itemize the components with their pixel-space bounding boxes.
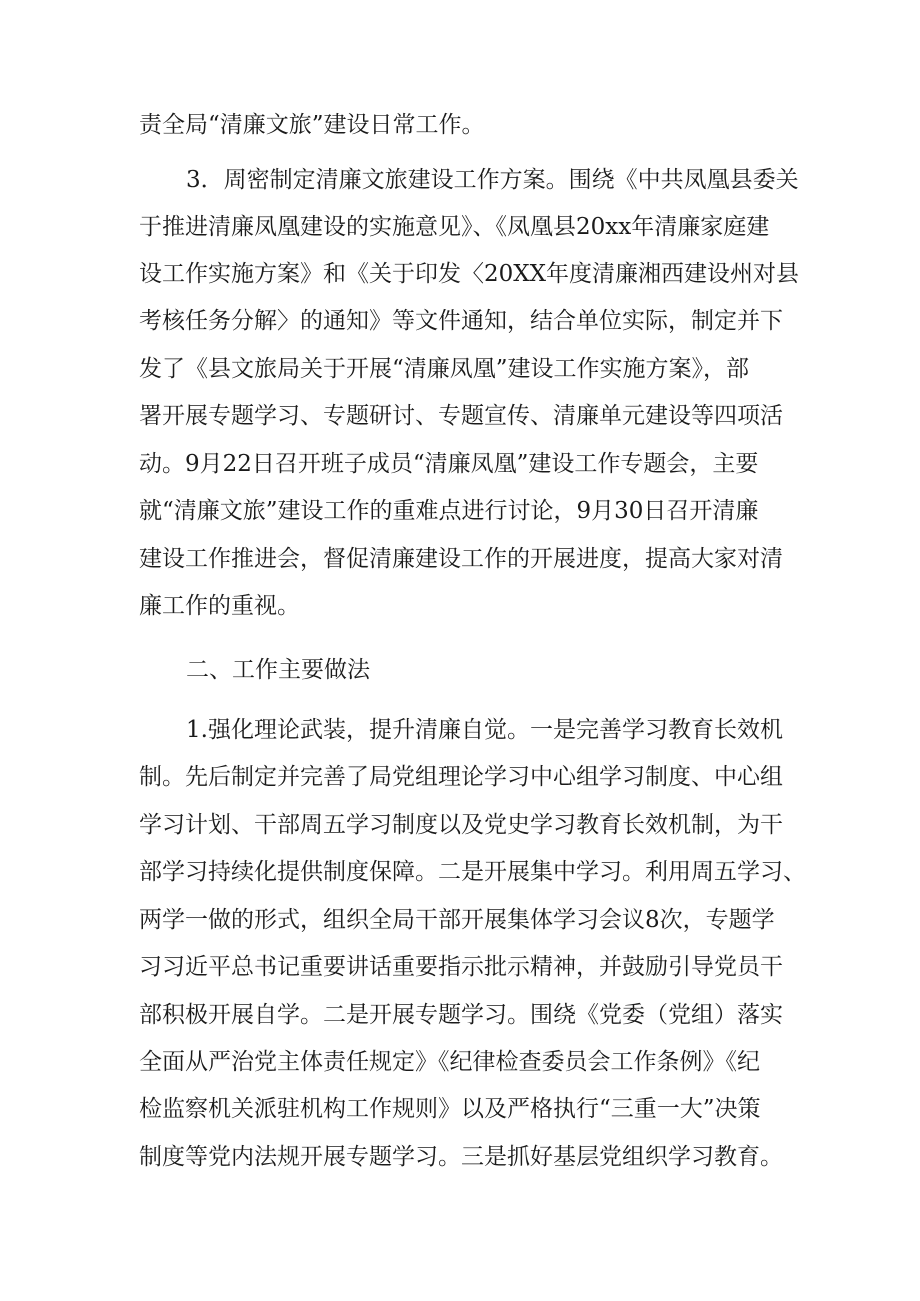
text-line-6: 发了《县文旅局关于开展“清廉凤凰”建设工作实施方案》，部 (139, 356, 750, 382)
text-line-22: 制度等党内法规开展专题学习。三是抓好基层党组织学习教育。 (139, 1144, 783, 1170)
text-line-3: 于推进清廉凤凰建设的实施意见》、《凤凰县20xx年清廉家庭建 (139, 214, 770, 240)
text-line-20: 全面从严治党主体责任规定》《纪律检查委员会工作条例》《纪 (139, 1049, 760, 1075)
text-line-13: 1.强化理论武装，提升清廉自觉。一是完善学习教育长效机 (186, 717, 783, 743)
text-line-17: 两学一做的形式，组织全局干部开展集体学习会议8次，专题学 (139, 907, 775, 933)
text-line-11: 廉工作的重视。 (139, 593, 300, 619)
text-line-19: 部积极开展自学。二是开展专题学习。围绕《党委（党组）落实 (139, 1002, 783, 1028)
text-line-1: 责全局“清廉文旅”建设日常工作。 (139, 112, 485, 138)
text-line-7: 署开展专题学习、专题研讨、专题宣传、清廉单元建设等四项活 (139, 403, 783, 429)
text-line-16: 部学习持续化提供制度保障。二是开展集中学习。利用周五学习、 (139, 859, 806, 885)
text-line-9: 就“清廉文旅”建设工作的重难点进行讨论，9月30日召开清廉 (139, 498, 759, 524)
text-line-15: 学习计划、干部周五学习制度以及党史学习教育长效机制，为干 (139, 812, 783, 838)
text-line-21: 检监察机关派驻机构工作规则》以及严格执行“三重一大”决策 (139, 1096, 761, 1122)
text-line-2: 3．周密制定清廉文旅建设工作方案。围绕《中共凤凰县委关 (186, 167, 799, 193)
section-heading: 二、工作主要做法 (186, 657, 370, 683)
text-line-14: 制。先后制定并完善了局党组理论学习中心组学习制度、中心组 (139, 764, 783, 790)
text-line-5: 考核任务分解〉的通知》等文件通知，结合单位实际，制定并下 (139, 308, 783, 334)
text-line-18: 习习近平总书记重要讲话重要指示批示精神，并鼓励引导党员干 (139, 954, 783, 980)
text-line-10: 建设工作推进会，督促清廉建设工作的开展进度，提高大家对清 (139, 546, 783, 572)
text-line-8: 动。9月22日召开班子成员“清廉凤凰”建设工作专题会，主要 (139, 451, 759, 477)
text-line-4: 设工作实施方案》和《关于印发〈20XX年度清廉湘西建设州对县 (139, 261, 800, 287)
